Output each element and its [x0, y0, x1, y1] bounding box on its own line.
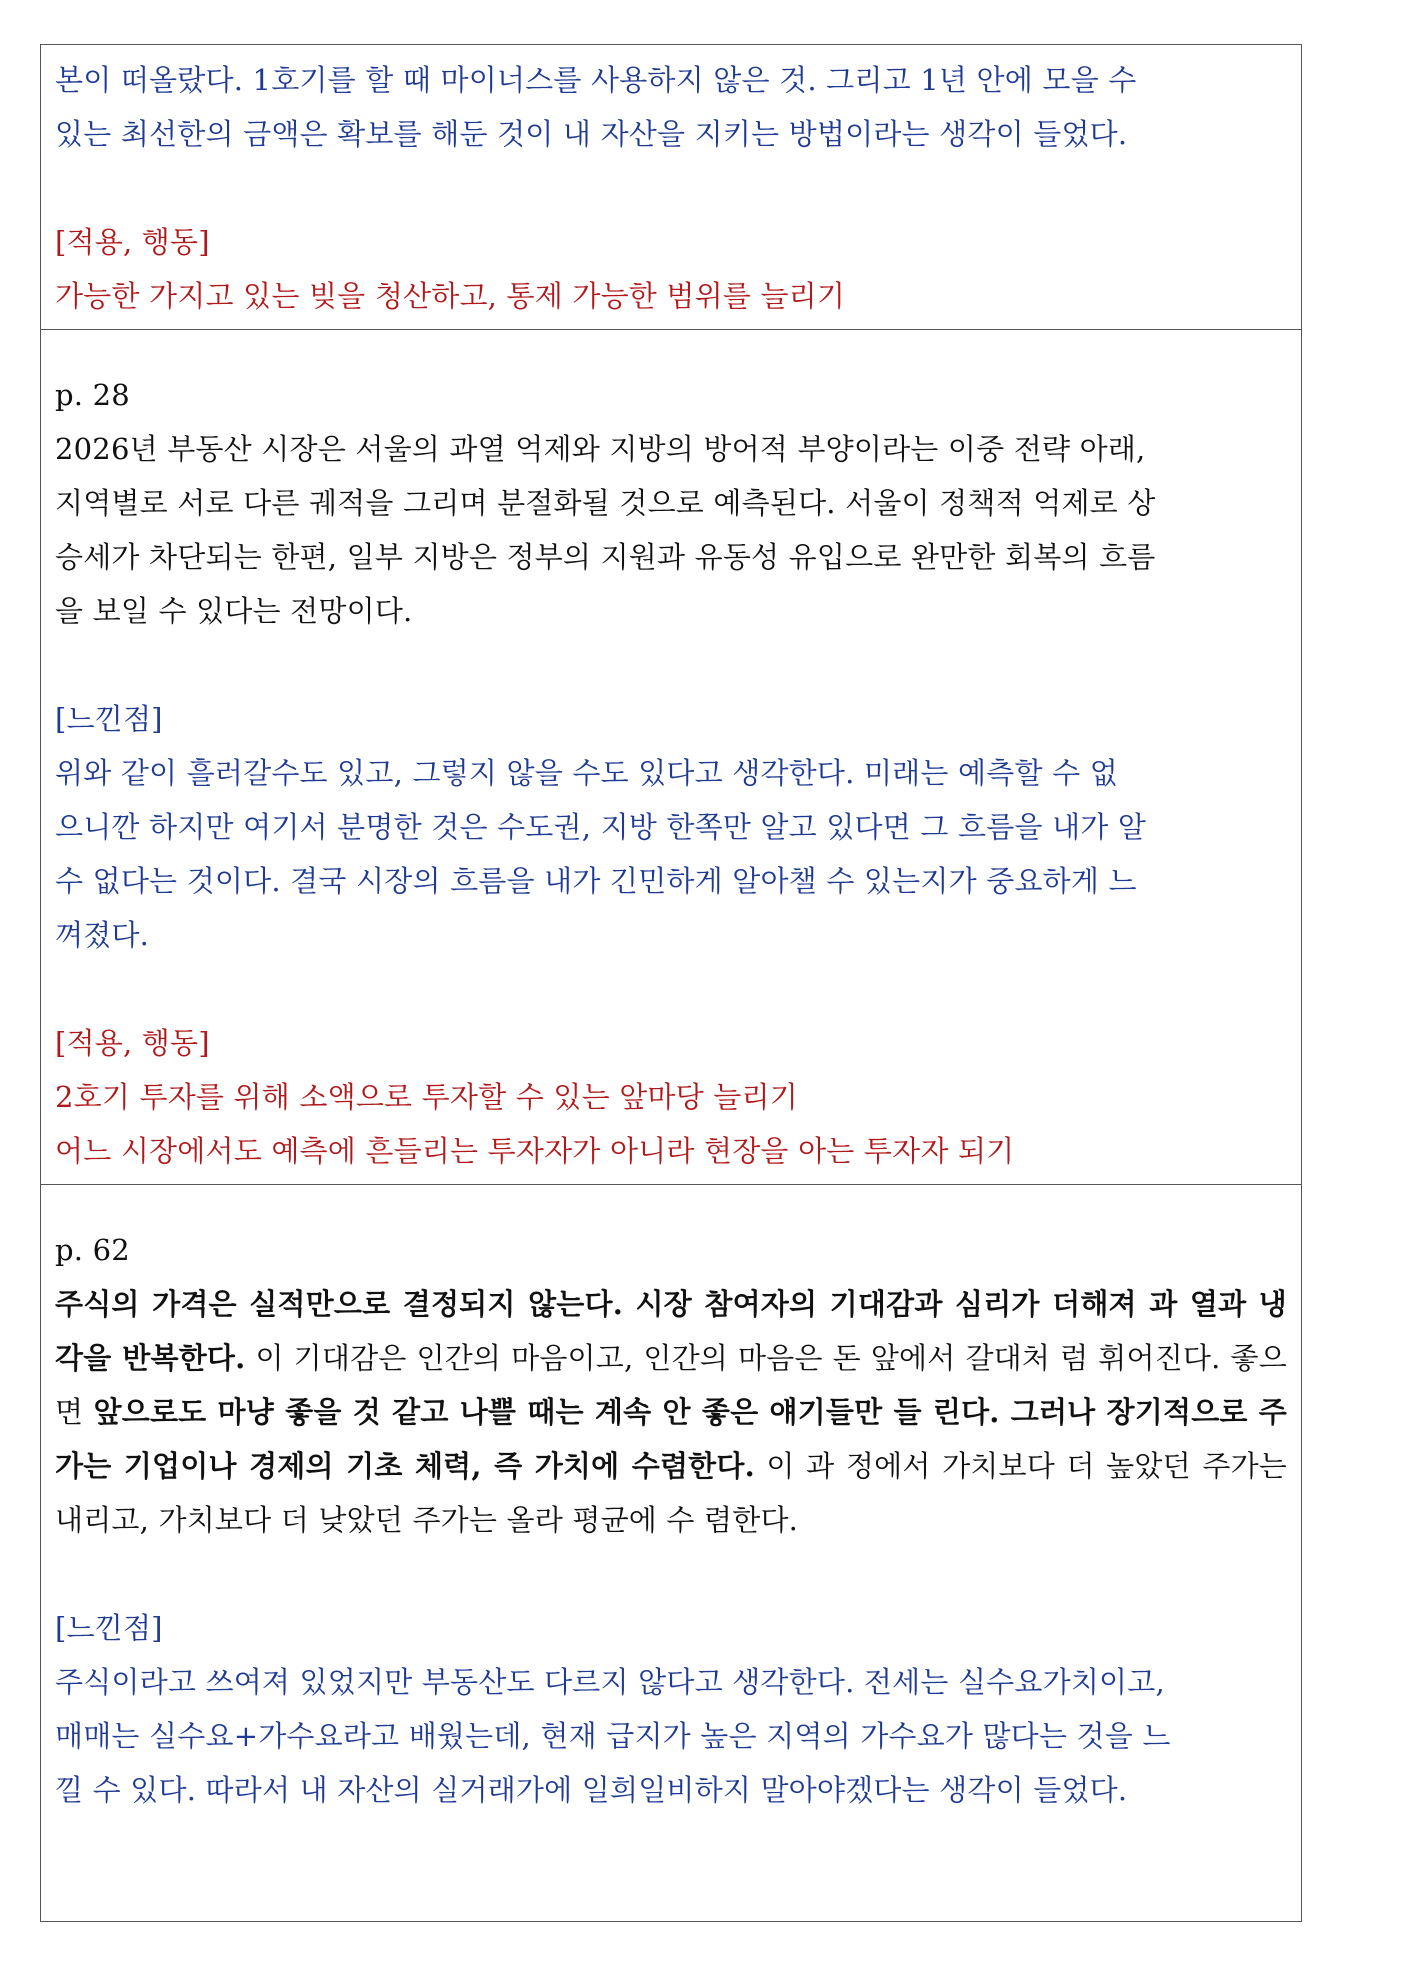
page-reference: p. 62	[55, 1233, 130, 1267]
spacer	[55, 962, 1287, 1016]
reflection-heading: [느낀점]	[55, 702, 163, 736]
reflection-line: 껴졌다.	[55, 918, 150, 952]
action-heading: [적용, 행동]	[55, 1026, 210, 1060]
reading-notes-table	[40, 44, 1302, 1922]
reflection-heading: [느낀점]	[55, 1611, 163, 1645]
action-item: 가능한 가지고 있는 빚을 청산하고, 통제 가능한 범위를 늘리기	[55, 279, 846, 313]
quote-text: 이 과 정에서 가치보다 더 높았던 주가는 내리고, 가치보다 더 낮았던 주가는 올라 평균에 수 렴한다.	[55, 1449, 1287, 1537]
spacer	[55, 1193, 1287, 1223]
quote-line: 2026년 부동산 시장은 서울의 과열 억제와 지방의 방어적 부양이라는 이중 전략 아래,	[55, 432, 1146, 466]
action-heading: [적용, 행동]	[55, 225, 210, 259]
spacer	[55, 338, 1287, 368]
reflection-line: 매매는 실수요+가수요라고 배웠는데, 현재 급지가 높은 지역의 가수요가 많다는 것을 느	[55, 1719, 1171, 1753]
quote-line: 지역별로 서로 다른 궤적을 그리며 분절화될 것으로 예측된다. 서울이 정책적 억제로 상	[55, 486, 1156, 520]
reflection-line: 으니깐 하지만 여기서 분명한 것은 수도권, 지방 한쪽만 알고 있다면 그 흐름을 내가 알	[55, 810, 1147, 844]
action-item: 어느 시장에서도 예측에 흔들리는 투자자가 아니라 현장을 아는 투자자 되기	[55, 1134, 1015, 1168]
spacer	[55, 1547, 1287, 1601]
quote-emphasis: 주식의 가격은 실적만으로 결정되지 않는다. 시장 참여자의 기대감과 심리가 더해져 과 열과 냉각을 반복한다.	[55, 1287, 1287, 1375]
note-section-2	[41, 330, 1302, 1185]
quote-text: 이 기대감은 인간의 마음이고, 인간의 마음은 돈 앞에서 갈대처 럼 휘어진다. 좋으면	[55, 1341, 1287, 1429]
reflection-line: 주식이라고 쓰여져 있었지만 부동산도 다르지 않다고 생각한다. 전세는 실수요가치이고,	[55, 1665, 1165, 1699]
reflection-line: 위와 같이 흘러갈수도 있고, 그렇지 않을 수도 있다고 생각한다. 미래는 예측할 수 없	[55, 756, 1118, 790]
quote-paragraph	[55, 1277, 1287, 1547]
reflection-line: 낄 수 있다. 따라서 내 자산의 실거래가에 일희일비하지 말아야겠다는 생각이 들었다.	[55, 1773, 1128, 1807]
reflection-line: 수 없다는 것이다. 결국 시장의 흐름을 내가 긴민하게 알아챌 수 있는지가 중요하게 느	[55, 864, 1137, 898]
note-section-1	[41, 45, 1302, 330]
spacer	[55, 638, 1287, 692]
note-section-3	[41, 1185, 1302, 1922]
quote-emphasis: 앞으로도 마냥 좋을 것 같고 나쁠 때는 계속 안 좋은 얘기들만 들 린다. 그러나 장기적으로 주가는 기업이나 경제의 기초 체력, 즉 가치에 수렴한다.	[55, 1395, 1287, 1483]
page-reference: p. 28	[55, 378, 130, 412]
quote-line: 승세가 차단되는 한편, 일부 지방은 정부의 지원과 유동성 유입으로 완만한 회복의 흐름	[55, 540, 1156, 574]
reflection-line: 본이 떠올랐다. 1호기를 할 때 마이너스를 사용하지 않은 것. 그리고 1년 안에 모을 수	[55, 63, 1137, 97]
spacer	[55, 161, 1287, 215]
quote-line: 을 보일 수 있다는 전망이다.	[55, 594, 413, 628]
action-item: 2호기 투자를 위해 소액으로 투자할 수 있는 앞마당 늘리기	[55, 1080, 798, 1114]
reflection-line: 있는 최선한의 금액은 확보를 해둔 것이 내 자산을 지키는 방법이라는 생각이 들었다.	[55, 117, 1128, 151]
